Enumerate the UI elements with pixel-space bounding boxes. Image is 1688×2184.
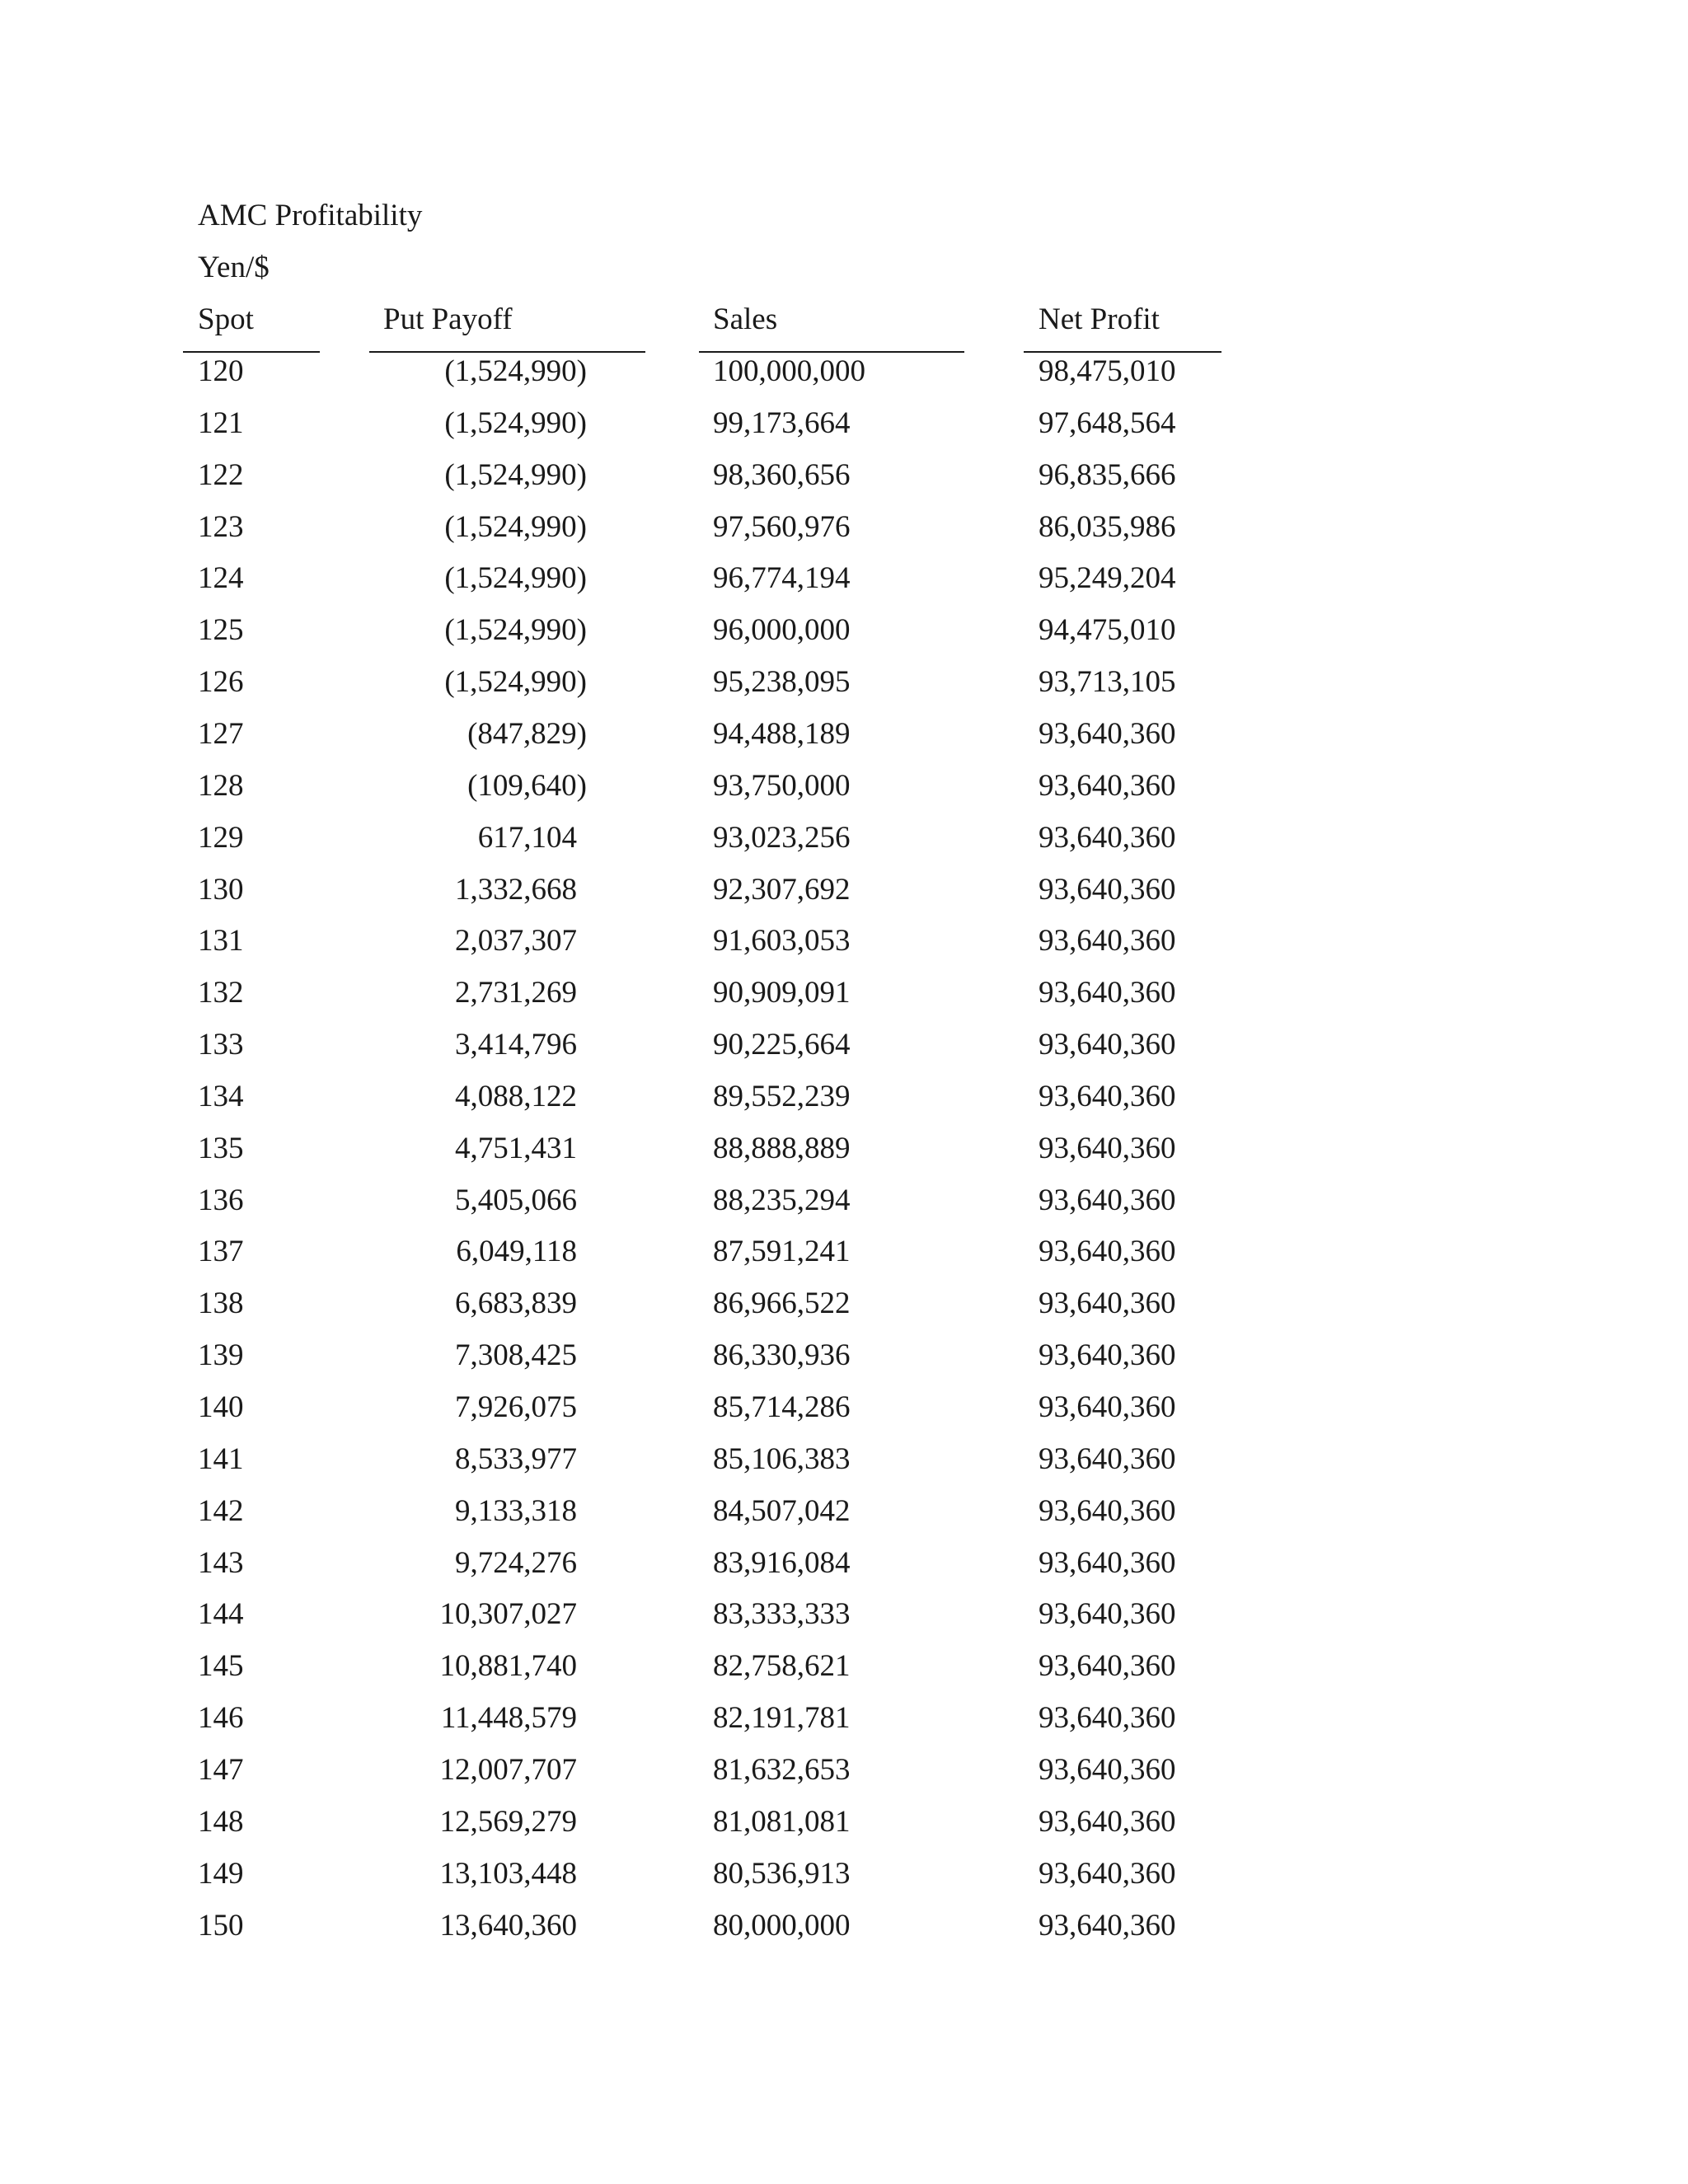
net-profit-cell: 93,640,360 xyxy=(1039,976,1176,1010)
table-row xyxy=(0,1651,1688,1703)
table-row xyxy=(0,615,1688,667)
table-row xyxy=(0,356,1688,408)
header-rule-spot xyxy=(183,351,320,353)
table-row xyxy=(0,1752,1688,1807)
put-payoff-cell: 3,414,796 xyxy=(455,1028,577,1062)
net-profit-cell: 93,640,360 xyxy=(1039,1649,1176,1684)
spot-cell: 140 xyxy=(198,1390,244,1424)
put-payoff-cell: 5,405,066 xyxy=(455,1183,577,1217)
put-payoff-cell: 4,751,431 xyxy=(455,1131,577,1165)
net-profit-cell: 93,640,360 xyxy=(1039,924,1176,958)
put-payoff-cell: 7,308,425 xyxy=(455,1338,577,1373)
net-profit-cell: 93,640,360 xyxy=(1039,1908,1176,1943)
net-profit-cell: 93,640,360 xyxy=(1039,1235,1176,1269)
spot-cell: 127 xyxy=(198,716,244,751)
spot-cell: 136 xyxy=(198,1183,244,1217)
sales-cell: 93,023,256 xyxy=(713,820,851,855)
sales-cell: 93,750,000 xyxy=(713,768,851,803)
sales-cell: 85,106,383 xyxy=(713,1441,851,1476)
net-profit-cell: 94,475,010 xyxy=(1039,613,1176,648)
spot-cell: 144 xyxy=(198,1597,244,1632)
net-profit-cell: 93,640,360 xyxy=(1039,1079,1176,1113)
sales-cell: 97,560,976 xyxy=(713,509,851,544)
header-rule-net-profit xyxy=(1024,351,1221,353)
spot-cell: 120 xyxy=(198,354,244,388)
put-payoff-cell: 617,104 xyxy=(477,820,577,855)
table-row xyxy=(0,768,1688,823)
net-profit-cell: 93,640,360 xyxy=(1039,820,1176,855)
put-payoff-cell: 4,088,122 xyxy=(455,1079,577,1113)
net-profit-cell: 98,475,010 xyxy=(1039,354,1176,388)
table-row xyxy=(0,667,1688,719)
put-payoff-cell: 12,007,707 xyxy=(439,1752,577,1787)
column-header-put-payoff: Put Payoff xyxy=(383,302,513,336)
table-row xyxy=(0,509,1688,564)
spot-cell: 146 xyxy=(198,1701,244,1736)
spot-cell: 125 xyxy=(198,613,244,648)
put-payoff-cell: 6,049,118 xyxy=(456,1235,577,1269)
put-payoff-cell: 2,731,269 xyxy=(455,976,577,1010)
sales-cell: 87,591,241 xyxy=(713,1235,851,1269)
net-profit-cell: 93,640,360 xyxy=(1039,1028,1176,1062)
sales-cell: 99,173,664 xyxy=(713,405,851,440)
column-header-spot: Spot xyxy=(198,302,254,336)
net-profit-cell: 95,249,204 xyxy=(1039,561,1176,596)
spot-cell: 143 xyxy=(198,1545,244,1580)
spot-cell: 150 xyxy=(198,1908,244,1943)
net-profit-cell: 93,640,360 xyxy=(1039,1183,1176,1217)
put-payoff-cell: 2,037,307 xyxy=(455,924,577,958)
spot-cell: 137 xyxy=(198,1235,244,1269)
sales-cell: 98,360,656 xyxy=(713,457,851,492)
put-payoff-cell: 9,133,318 xyxy=(455,1493,577,1528)
net-profit-cell: 93,640,360 xyxy=(1039,872,1176,907)
table-row xyxy=(0,1081,1688,1133)
document-title: AMC Profitability xyxy=(198,199,423,232)
put-payoff-cell: 11,448,579 xyxy=(440,1701,577,1736)
net-profit-cell: 93,640,360 xyxy=(1039,1338,1176,1373)
net-profit-cell: 97,648,564 xyxy=(1039,405,1176,440)
sales-cell: 86,330,936 xyxy=(713,1338,851,1373)
table-row xyxy=(0,1392,1688,1444)
spot-cell: 141 xyxy=(198,1441,244,1476)
table-row xyxy=(0,405,1688,460)
put-payoff-cell: (1,524,990) xyxy=(444,509,587,544)
put-payoff-cell: 6,683,839 xyxy=(455,1286,577,1321)
put-payoff-cell: 8,533,977 xyxy=(455,1441,577,1476)
put-payoff-cell: 10,881,740 xyxy=(439,1649,577,1684)
table-row xyxy=(0,1493,1688,1548)
spot-cell: 142 xyxy=(198,1493,244,1528)
spot-cell: 138 xyxy=(198,1286,244,1321)
table-row xyxy=(0,1545,1688,1600)
put-payoff-cell: (1,524,990) xyxy=(444,354,587,388)
spot-cell: 148 xyxy=(198,1804,244,1839)
put-payoff-cell: (1,524,990) xyxy=(444,561,587,596)
sales-cell: 95,238,095 xyxy=(713,665,851,700)
spot-cell: 124 xyxy=(198,561,244,596)
sales-cell: 92,307,692 xyxy=(713,872,851,907)
sales-cell: 96,774,194 xyxy=(713,561,851,596)
spot-cell: 130 xyxy=(198,872,244,907)
net-profit-cell: 93,640,360 xyxy=(1039,1286,1176,1321)
table-row xyxy=(0,1858,1688,1910)
sales-cell: 81,081,081 xyxy=(713,1804,851,1839)
sales-cell: 94,488,189 xyxy=(713,716,851,751)
net-profit-cell: 93,640,360 xyxy=(1039,1856,1176,1891)
put-payoff-cell: (847,829) xyxy=(467,716,587,751)
sales-cell: 83,333,333 xyxy=(713,1597,851,1632)
spot-cell: 139 xyxy=(198,1338,244,1373)
spot-cell: 122 xyxy=(198,457,244,492)
sales-cell: 82,191,781 xyxy=(713,1701,851,1736)
sales-cell: 83,916,084 xyxy=(713,1545,851,1580)
spot-cell: 131 xyxy=(198,924,244,958)
put-payoff-cell: (1,524,990) xyxy=(444,405,587,440)
net-profit-cell: 96,835,666 xyxy=(1039,457,1176,492)
spot-cell: 132 xyxy=(198,976,244,1010)
table-row xyxy=(0,1599,1688,1651)
put-payoff-cell: (1,524,990) xyxy=(444,613,587,648)
sales-cell: 91,603,053 xyxy=(713,924,851,958)
spot-cell: 121 xyxy=(198,405,244,440)
net-profit-cell: 93,640,360 xyxy=(1039,1701,1176,1736)
net-profit-cell: 93,640,360 xyxy=(1039,1441,1176,1476)
sales-cell: 88,235,294 xyxy=(713,1183,851,1217)
spot-cell: 128 xyxy=(198,768,244,803)
table-row xyxy=(0,1288,1688,1340)
sales-cell: 84,507,042 xyxy=(713,1493,851,1528)
put-payoff-cell: 10,307,027 xyxy=(439,1597,577,1632)
put-payoff-cell: 1,332,668 xyxy=(455,872,577,907)
net-profit-cell: 93,640,360 xyxy=(1039,716,1176,751)
spot-cell: 123 xyxy=(198,509,244,544)
table-row xyxy=(0,1133,1688,1185)
put-payoff-cell: (1,524,990) xyxy=(444,665,587,700)
put-payoff-cell: 9,724,276 xyxy=(455,1545,577,1580)
net-profit-cell: 93,640,360 xyxy=(1039,1597,1176,1632)
table-row xyxy=(0,1804,1688,1858)
sales-cell: 85,714,286 xyxy=(713,1390,851,1424)
net-profit-cell: 93,640,360 xyxy=(1039,1804,1176,1839)
table-row xyxy=(0,1236,1688,1288)
put-payoff-cell: 7,926,075 xyxy=(455,1390,577,1424)
sales-cell: 80,000,000 xyxy=(713,1908,851,1943)
table-row xyxy=(0,874,1688,926)
spot-cell: 126 xyxy=(198,665,244,700)
table-row xyxy=(0,926,1688,977)
spot-cell: 129 xyxy=(198,820,244,855)
put-payoff-cell: 13,640,360 xyxy=(439,1908,577,1943)
sales-cell: 88,888,889 xyxy=(713,1131,851,1165)
table-row xyxy=(0,1910,1688,1962)
put-payoff-cell: 12,569,279 xyxy=(439,1804,577,1839)
sales-cell: 80,536,913 xyxy=(713,1856,851,1891)
net-profit-cell: 93,640,360 xyxy=(1039,1131,1176,1165)
sales-cell: 89,552,239 xyxy=(713,1079,851,1113)
table-row xyxy=(0,977,1688,1029)
net-profit-cell: 93,640,360 xyxy=(1039,768,1176,803)
spot-cell: 135 xyxy=(198,1131,244,1165)
table-row xyxy=(0,820,1688,874)
spot-cell: 149 xyxy=(198,1856,244,1891)
table-row xyxy=(0,1441,1688,1496)
sales-cell: 81,632,653 xyxy=(713,1752,851,1787)
put-payoff-cell: 13,103,448 xyxy=(439,1856,577,1891)
document-subtitle: Yen/$ xyxy=(198,251,270,284)
spot-cell: 134 xyxy=(198,1079,244,1113)
header-rule-put-payoff xyxy=(369,351,645,353)
sales-cell: 82,758,621 xyxy=(713,1649,851,1684)
net-profit-cell: 86,035,986 xyxy=(1039,509,1176,544)
table-row xyxy=(0,457,1688,512)
spot-cell: 147 xyxy=(198,1752,244,1787)
table-row xyxy=(0,563,1688,615)
sales-cell: 90,225,664 xyxy=(713,1028,851,1062)
spot-cell: 133 xyxy=(198,1028,244,1062)
column-header-sales: Sales xyxy=(713,302,778,336)
table-row xyxy=(0,1703,1688,1755)
table-row xyxy=(0,1185,1688,1237)
net-profit-cell: 93,640,360 xyxy=(1039,1752,1176,1787)
net-profit-cell: 93,640,360 xyxy=(1039,1545,1176,1580)
table-row xyxy=(0,1340,1688,1392)
spot-cell: 145 xyxy=(198,1649,244,1684)
net-profit-cell: 93,640,360 xyxy=(1039,1493,1176,1528)
sales-cell: 86,966,522 xyxy=(713,1286,851,1321)
table-row xyxy=(0,1029,1688,1081)
put-payoff-cell: (109,640) xyxy=(467,768,587,803)
sales-cell: 100,000,000 xyxy=(713,354,865,388)
table-row xyxy=(0,716,1688,771)
put-payoff-cell: (1,524,990) xyxy=(444,457,587,492)
sales-cell: 90,909,091 xyxy=(713,976,851,1010)
column-header-net-profit: Net Profit xyxy=(1039,302,1160,336)
net-profit-cell: 93,640,360 xyxy=(1039,1390,1176,1424)
sales-cell: 96,000,000 xyxy=(713,613,851,648)
net-profit-cell: 93,713,105 xyxy=(1039,665,1176,700)
header-rule-sales xyxy=(699,351,964,353)
